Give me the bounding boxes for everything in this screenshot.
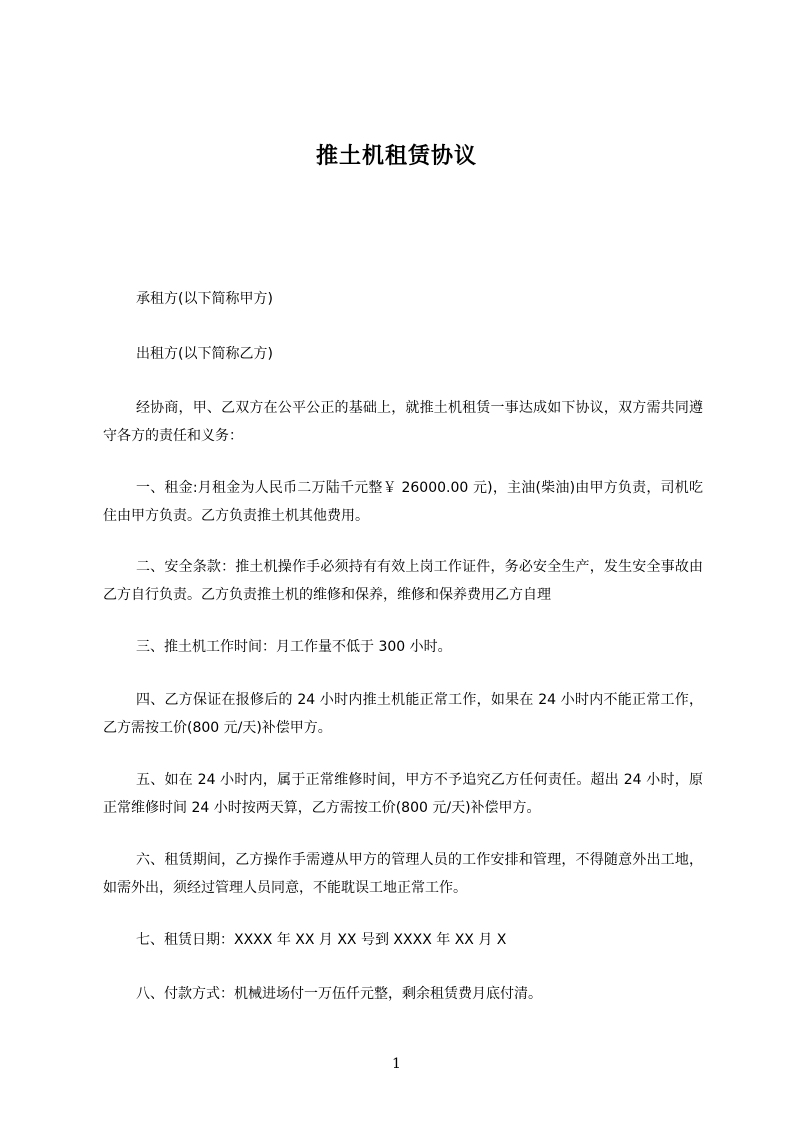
- paragraph-clause-repair: 四、乙方保证在报修后的 24 小时内推土机能正常工作，如果在 24 小时内不能正常工作，乙方需按工价(800 元/天)补偿甲方。: [103, 692, 703, 736]
- paragraph-lessee: 承租方(以下简称甲方): [136, 291, 273, 307]
- paragraph-clause-lease-date: 七、租赁日期：XXXX 年 XX 月 XX 号到 XXXX 年 XX 月 X: [136, 932, 507, 948]
- paragraph-clause-repair-time: 五、如在 24 小时内，属于正常维修时间，甲方不予追究乙方任何责任。超出 24 小时，原正常维修时间 24 小时按两天算，乙方需按工价(800 元/天)补偿甲方。: [103, 772, 703, 816]
- paragraph-clause-working-hours: 三、推土机工作时间：月工作量不低于 300 小时。: [136, 639, 452, 655]
- paragraph-clause-safety: 二、安全条款：推土机操作手必须持有有效上岗工作证件，务必安全生产，发生安全事故由乙方自行负责。乙方负责推土机的维修和保养，维修和保养费用乙方自理: [103, 559, 703, 603]
- document-title: 推土机租赁协议: [315, 144, 477, 169]
- page-number: 1: [392, 1056, 401, 1072]
- paragraph-clause-payment: 八、付款方式：机械进场付一万伍仟元整，剩余租赁费月底付清。: [136, 986, 542, 1002]
- paragraph-clause-management: 六、租赁期间，乙方操作手需遵从甲方的管理人员的工作安排和管理，不得随意外出工地，如需外出，须经过管理人员同意，不能耽误工地正常工作。: [103, 852, 703, 896]
- paragraph-clause-rent: 一、租金:月租金为人民币二万陆千元整￥ 26000.00 元)，主油(柴油)由甲方负责，司机吃住由甲方负责。乙方负责推土机其他费用。: [103, 480, 703, 524]
- paragraph-preamble: 经协商，甲、乙双方在公平公正的基础上，就推土机租赁一事达成如下协议，双方需共同遵守各方的责任和义务：: [103, 400, 703, 444]
- paragraph-lessor: 出租方(以下简称乙方): [136, 346, 273, 362]
